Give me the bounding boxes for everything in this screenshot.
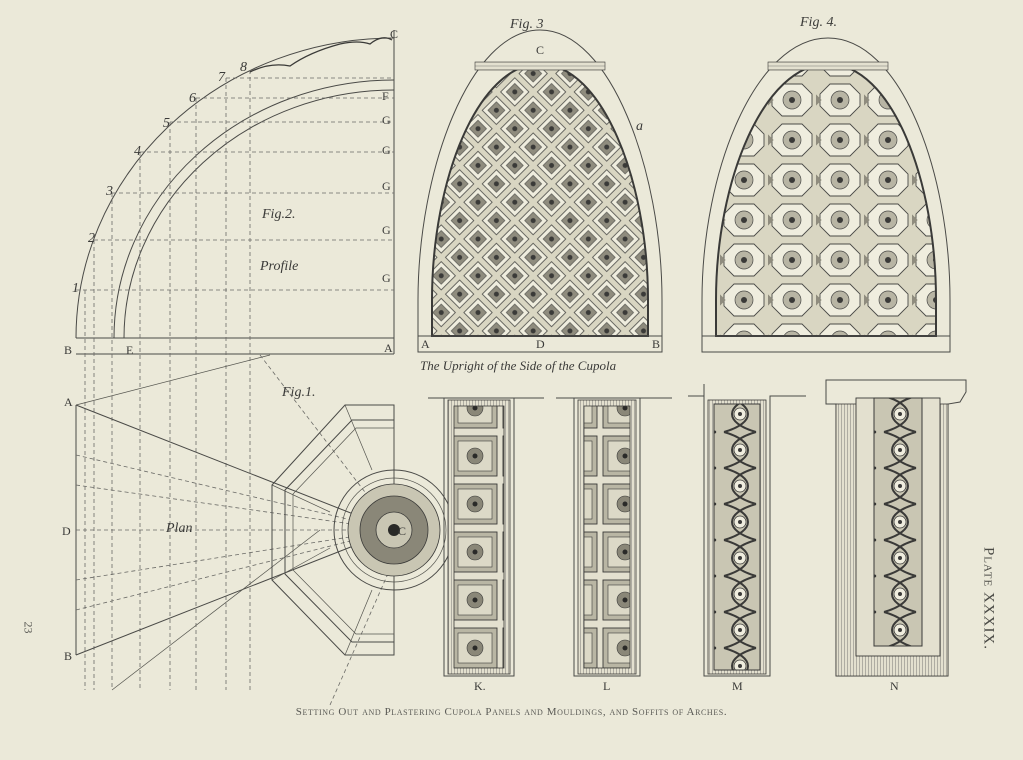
- plan-letter-b: B: [64, 649, 73, 663]
- soffit-n-label: N: [890, 679, 899, 693]
- fig3-letter-a: A: [421, 337, 430, 351]
- profile-num-3: 3: [106, 184, 113, 199]
- plan-letter-c: C: [398, 524, 407, 538]
- profile-label: Profile: [260, 259, 299, 274]
- fig1-plan: [62, 355, 454, 705]
- fig3-letter-d: D: [536, 337, 545, 351]
- profile-letter-f: F: [382, 89, 389, 103]
- soffit-m-label: M: [732, 679, 743, 693]
- profile-letter-g5: G: [382, 271, 391, 285]
- profile-num-5: 5: [163, 116, 170, 131]
- profile-letter-g3: G: [382, 179, 391, 193]
- fig4-upright: [702, 15, 950, 352]
- fig3-letter-a-small: a: [636, 119, 643, 134]
- soffit-n: [826, 380, 966, 693]
- plate-caption: Setting Out and Plastering Cupola Panels and Mouldings, and Soffits of Arches.: [295, 706, 728, 718]
- fig2-title: Fig.2.: [262, 207, 296, 222]
- fig3-title: Fig. 3: [510, 17, 544, 32]
- profile-letter-c: C: [390, 27, 399, 41]
- profile-letter-g4: G: [382, 223, 391, 237]
- profile-letter-e: E: [126, 343, 134, 357]
- soffit-k-label: K.: [474, 679, 486, 693]
- fig1-title: Fig.1.: [282, 385, 316, 400]
- fig3-upright: [418, 17, 662, 373]
- fig2-profile: [64, 27, 398, 690]
- profile-num-1: 1: [72, 281, 79, 296]
- plate-number-box: [968, 530, 1008, 680]
- fig3-letter-c: C: [536, 43, 545, 57]
- soffit-l: [556, 398, 672, 693]
- profile-letter-b: B: [64, 343, 73, 357]
- fig3-letter-b: B: [652, 337, 661, 351]
- profile-num-4: 4: [134, 144, 141, 159]
- profile-num-8: 8: [240, 60, 247, 75]
- plan-label: Plan: [166, 521, 193, 536]
- fig3-caption: The Upright of the Side of the Cupola: [420, 358, 617, 373]
- page-number: 23: [21, 621, 36, 634]
- profile-num-7: 7: [218, 70, 225, 85]
- soffit-k: [428, 398, 544, 693]
- profile-letter-g1: G: [382, 113, 391, 127]
- soffit-m: [688, 384, 806, 693]
- fig4-title: Fig. 4.: [800, 15, 837, 30]
- plan-letter-d: D: [62, 524, 71, 538]
- plate-number: Plate XXXIX.: [980, 546, 997, 651]
- profile-num-6: 6: [189, 91, 196, 106]
- plan-letter-a: A: [64, 395, 73, 409]
- profile-num-2: 2: [88, 231, 95, 246]
- profile-letter-a: A: [384, 341, 393, 355]
- profile-letter-g2: G: [382, 143, 391, 157]
- soffit-l-label: L: [603, 679, 611, 693]
